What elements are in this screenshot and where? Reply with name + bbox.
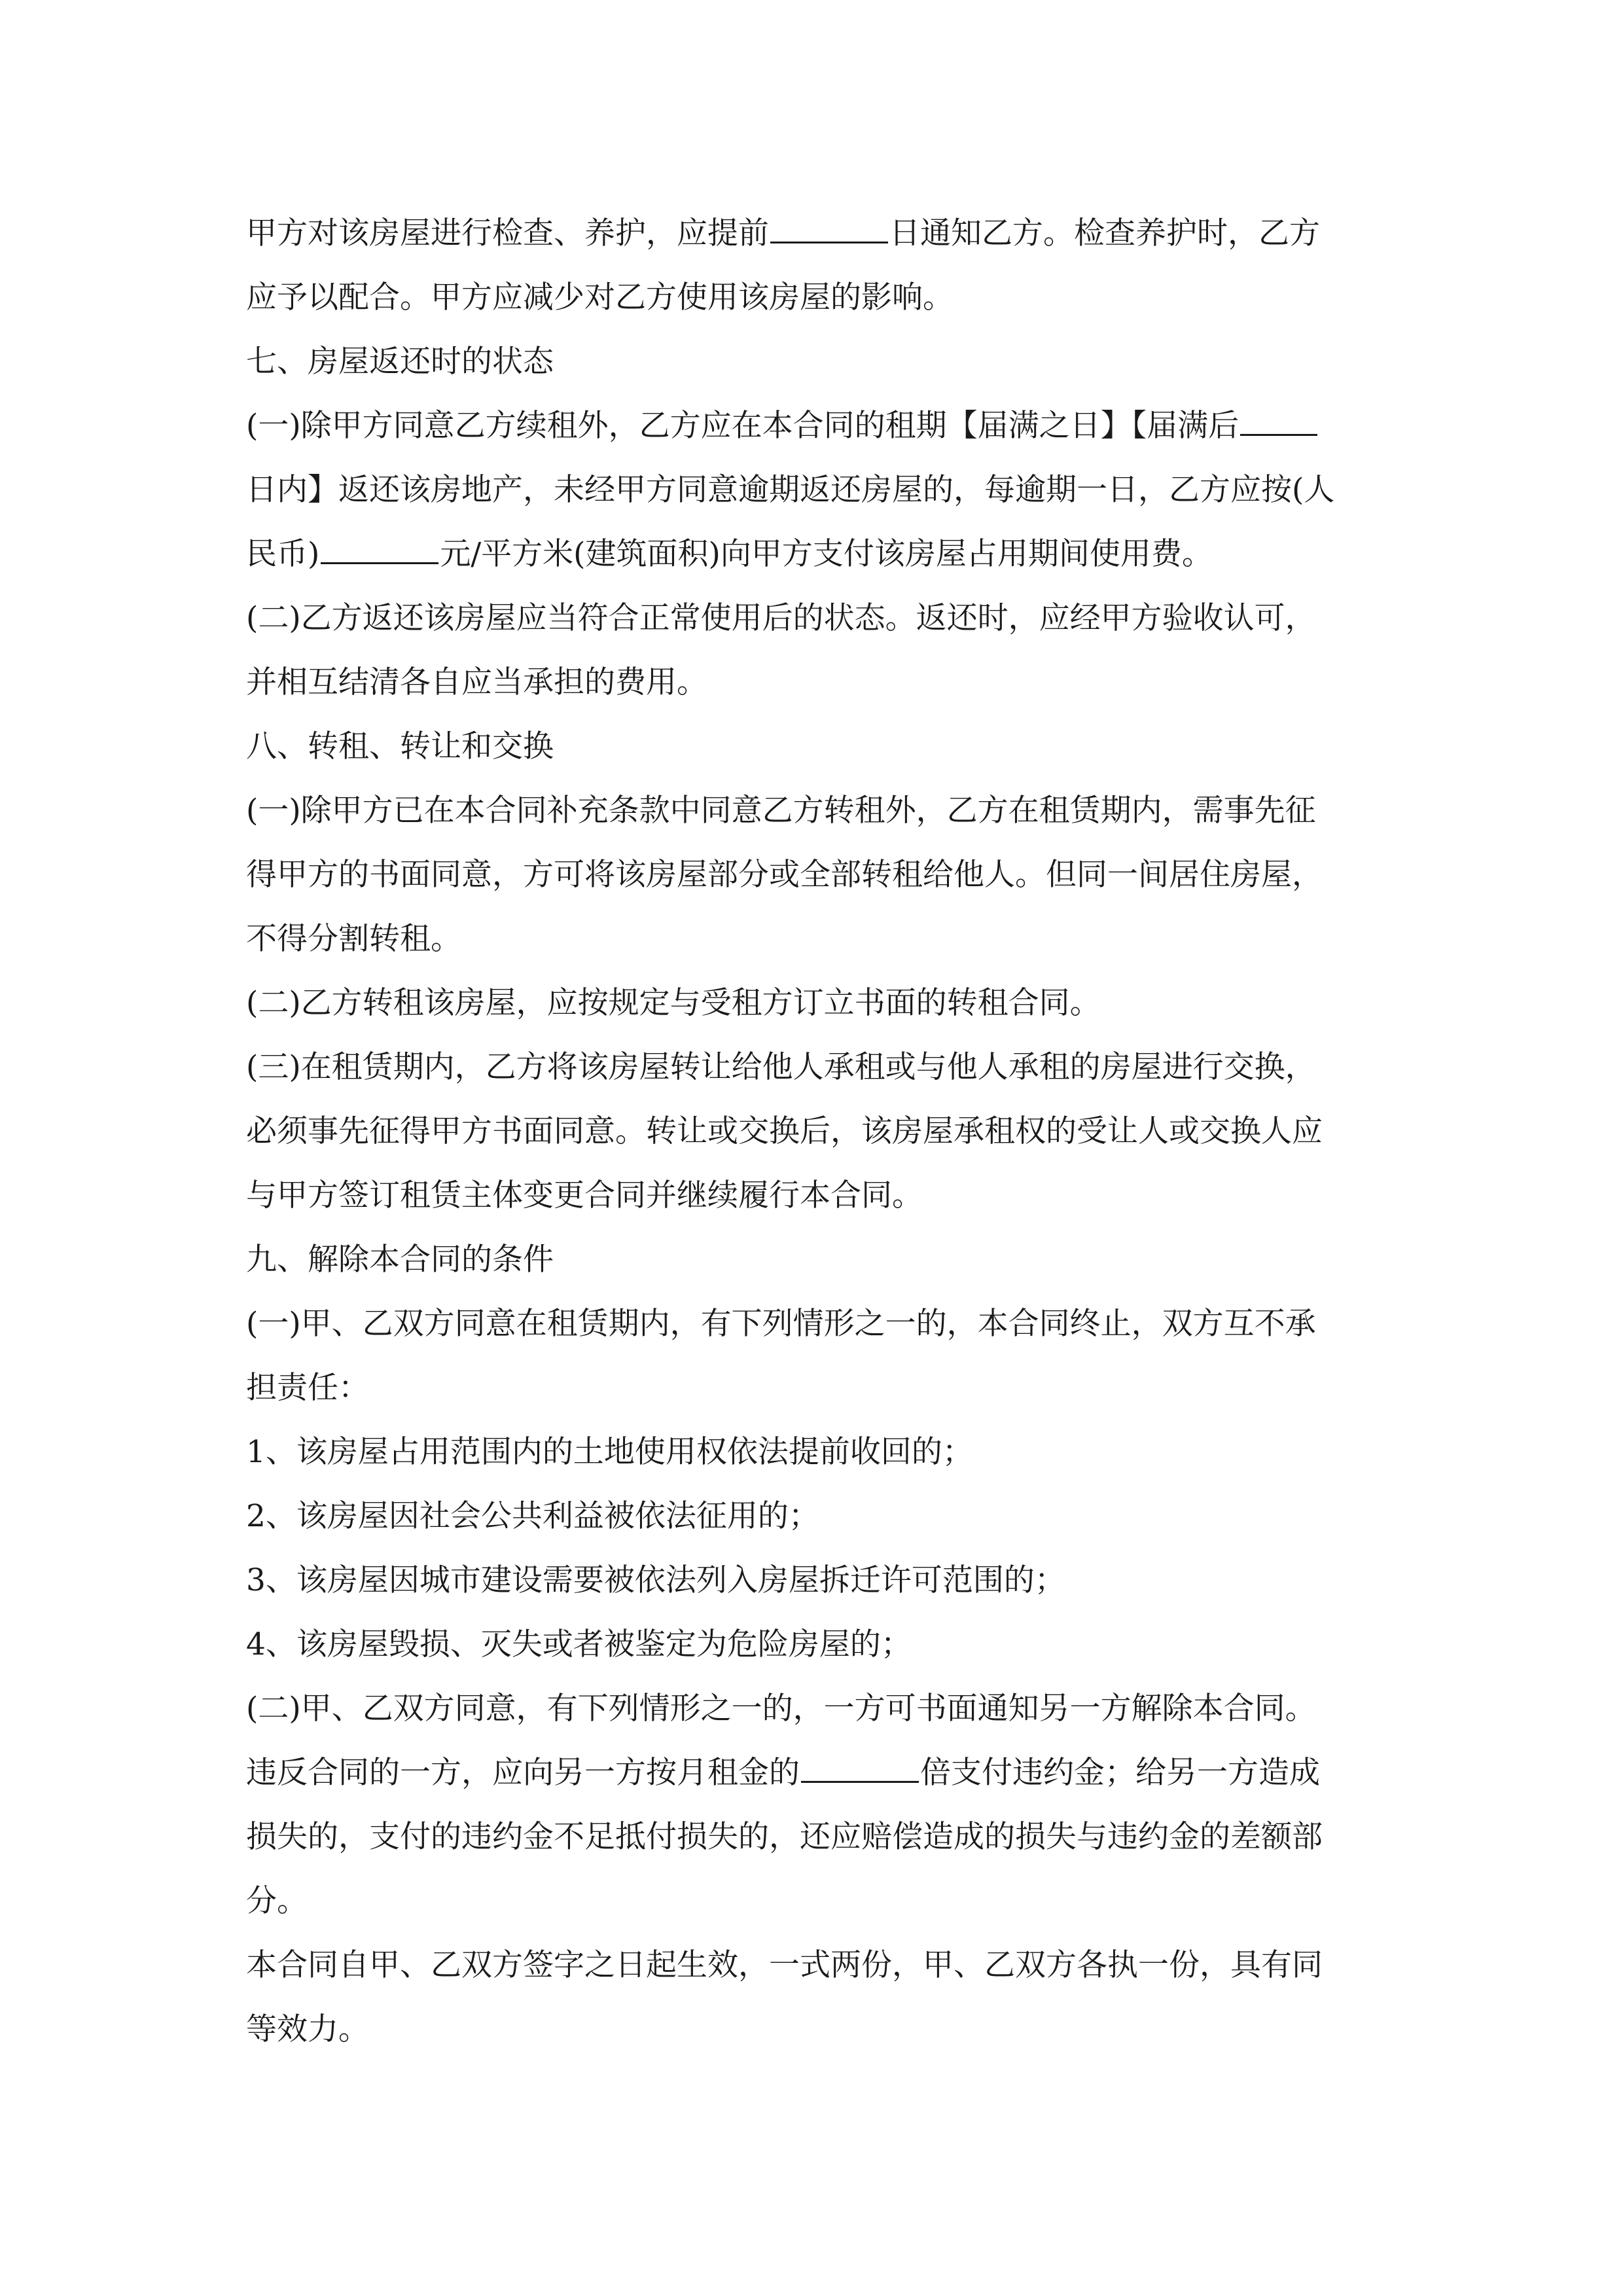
text-line [246, 1677, 1378, 1741]
text-segment: 甲方对该房屋进行检查、养护，应提前 [246, 215, 769, 251]
section-heading [246, 1228, 1378, 1292]
text-segment: 不得分割转租。 [246, 921, 461, 957]
text-line [246, 1292, 1378, 1356]
fill-in-blank [801, 1746, 919, 1783]
text-segment: 七、房屋返还时的状态 [246, 344, 554, 380]
text-segment: 分。 [246, 1883, 308, 1919]
text-segment: (二)甲、乙双方同意，有下列情形之一的，一方可书面通知另一方解除本合同。 [246, 1691, 1316, 1727]
text-segment: (三)在租赁期内，乙方将该房屋转让给他人承租或与他人承租的房屋进行交换， [246, 1049, 1316, 1085]
text-segment: 日通知乙方。检查养护时，乙方 [889, 215, 1320, 251]
text-segment: 4、该房屋毁损、灭失或者被鉴定为危险房屋的； [246, 1626, 912, 1662]
text-line [246, 843, 1378, 907]
text-segment: 元/平方米(建筑面积)向甲方支付该房屋占用期间使用费。 [440, 536, 1213, 572]
text-line [246, 1420, 1378, 1484]
text-segment: 2、该房屋因社会公共利益被依法征用的； [246, 1498, 819, 1534]
text-line [246, 1869, 1378, 1933]
text-line [246, 1741, 1378, 1805]
text-segment: 八、转租、转让和交换 [246, 728, 554, 764]
text-line [246, 1549, 1378, 1613]
text-segment: (一)除甲方已在本合同补充条款中同意乙方转租外，乙方在租赁期内，需事先征 [246, 793, 1316, 829]
text-line [246, 1805, 1378, 1869]
text-segment: 本合同自甲、乙双方签字之日起生效，一式两份，甲、乙双方各执一份，具有同 [246, 1947, 1323, 1983]
text-segment: 担责任： [246, 1370, 369, 1406]
text-segment: 等效力。 [246, 2011, 369, 2047]
text-segment: 损失的，支付的违约金不足抵付损失的，还应赔偿造成的损失与违约金的差额部 [246, 1819, 1323, 1855]
text-line [246, 266, 1378, 330]
text-segment: 民币) [246, 536, 320, 572]
text-line [246, 779, 1378, 843]
text-line [246, 458, 1378, 522]
section-heading [246, 715, 1378, 779]
text-line [246, 1484, 1378, 1549]
text-segment: 必须事先征得甲方书面同意。转让或交换后，该房屋承租权的受让人或交换人应 [246, 1113, 1323, 1149]
text-line [246, 522, 1378, 586]
text-segment: 与甲方签订租赁主体变更合同并继续履行本合同。 [246, 1177, 923, 1213]
text-segment: 违反合同的一方，应向另一方按月租金的 [246, 1755, 800, 1791]
text-line [246, 1613, 1378, 1677]
text-line [246, 586, 1378, 651]
fill-in-blank [1240, 399, 1317, 436]
text-segment: 日内】返还该房地产，未经甲方同意逾期返还房屋的，每逾期一日，乙方应按(人 [246, 472, 1335, 508]
text-line [246, 1100, 1378, 1164]
text-line [246, 907, 1378, 971]
text-line [246, 202, 1378, 266]
fill-in-blank [321, 527, 438, 564]
text-segment: 九、解除本合同的条件 [246, 1242, 554, 1278]
text-line [246, 1164, 1378, 1228]
text-segment: (一)除甲方同意乙方续租外，乙方应在本合同的租期【届满之日】【届满后 [246, 408, 1240, 444]
fill-in-blank [770, 206, 888, 243]
text-segment: 并相互结清各自应当承担的费用。 [246, 664, 707, 700]
text-segment: 倍支付违约金；给另一方造成 [920, 1755, 1320, 1791]
text-segment: 得甲方的书面同意，方可将该房屋部分或全部转租给他人。但同一间居住房屋， [246, 857, 1323, 893]
text-segment: 1、该房屋占用范围内的土地使用权依法提前收回的； [246, 1434, 973, 1470]
text-segment: (二)乙方转租该房屋，应按规定与受租方订立书面的转租合同。 [246, 985, 1101, 1021]
text-line [246, 1356, 1378, 1420]
document-page [246, 202, 1378, 2062]
text-segment: 应予以配合。甲方应减少对乙方使用该房屋的影响。 [246, 279, 954, 315]
text-line [246, 651, 1378, 715]
section-heading [246, 330, 1378, 394]
text-segment: (一)甲、乙双方同意在租赁期内，有下列情形之一的，本合同终止，双方互不承 [246, 1306, 1316, 1342]
text-line [246, 971, 1378, 1035]
text-line [246, 394, 1378, 458]
text-line [246, 1933, 1378, 1998]
text-segment: 3、该房屋因城市建设需要被依法列入房屋拆迁许可范围的； [246, 1562, 1065, 1598]
text-segment: (二)乙方返还该房屋应当符合正常使用后的状态。返还时，应经甲方验收认可， [246, 600, 1316, 636]
text-line [246, 1035, 1378, 1100]
text-line [246, 1998, 1378, 2062]
